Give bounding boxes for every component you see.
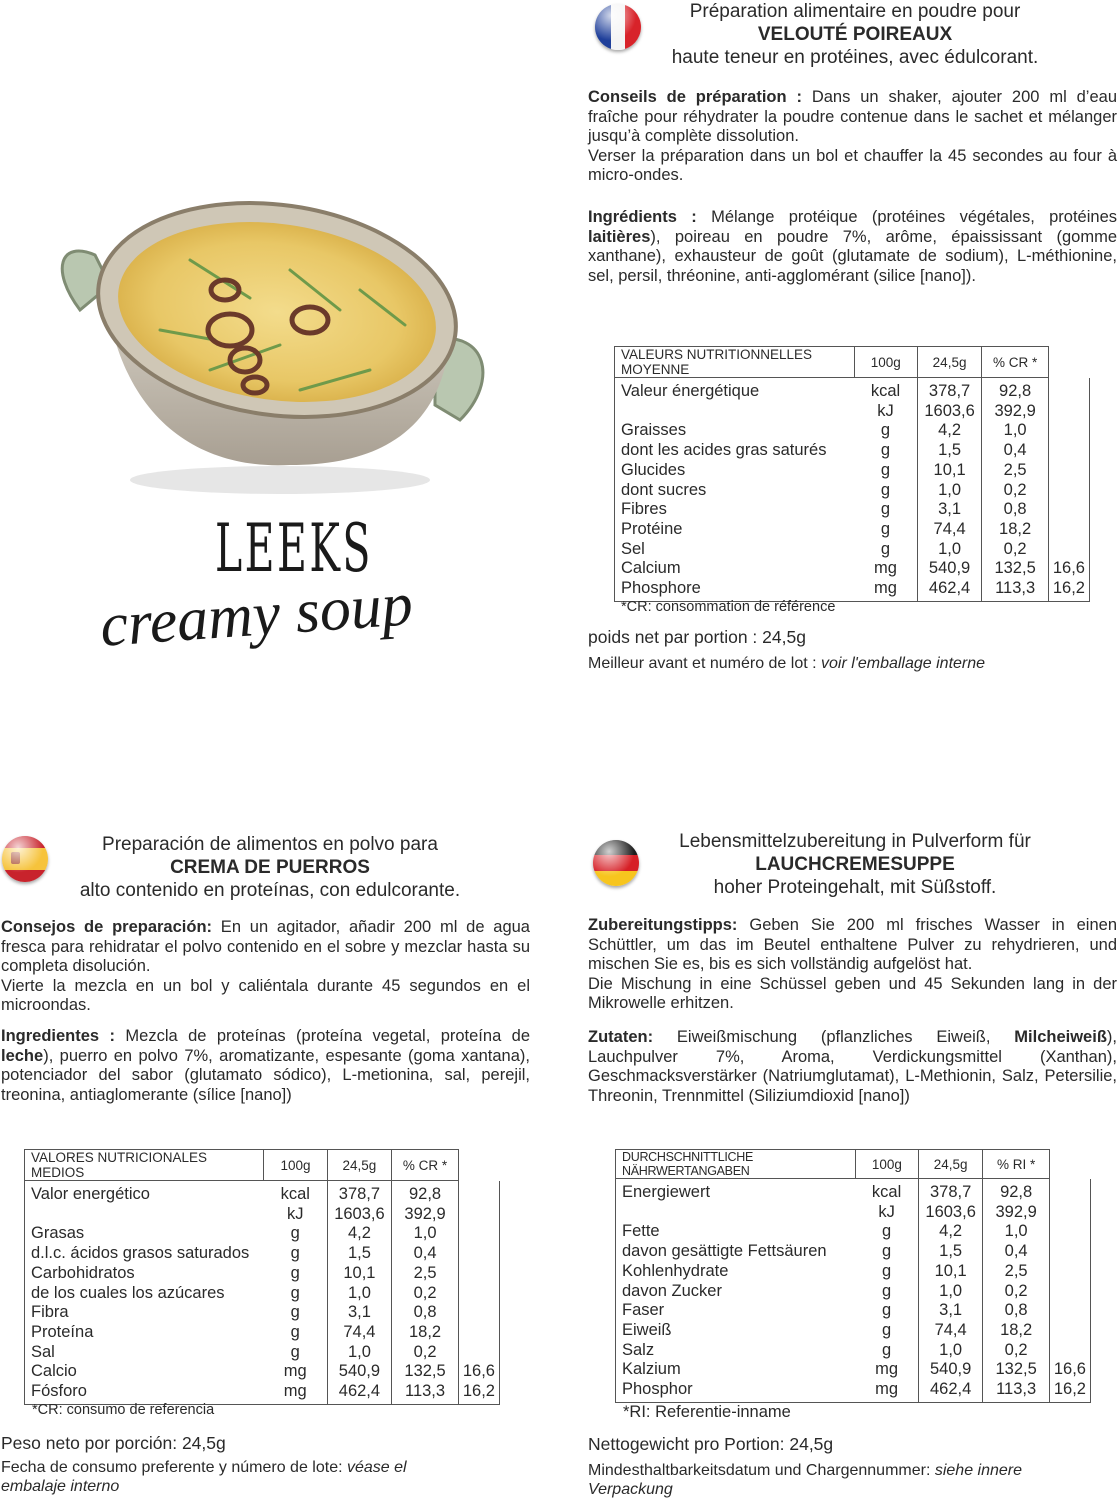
de-prep-text2: Die Mischung in eine Schüssel geben und 45 Sekunden lang in der Mikrowelle erhitzen. [588,974,1117,1012]
nutrient-name: Calcio [25,1362,264,1382]
value-portion: 0,2 [392,1284,459,1304]
fr-footnote: *CR: consommation de référence [621,599,836,615]
nutrient-name: davon gesättigte Fettsäuren [616,1242,856,1262]
value-100g: 540,9 [917,559,982,579]
value-100g: 4,2 [918,1222,983,1242]
value-100g: 1,0 [917,481,982,501]
value-portion: 92,8 [392,1181,459,1205]
value-portion: 392,9 [982,402,1049,422]
value-portion: 0,2 [983,1341,1049,1361]
value-reference: 16,6 [1049,1360,1090,1380]
value-portion: 1,0 [983,1222,1049,1242]
nutrition-row [616,1341,1091,1361]
fr-best-before [588,654,1108,673]
nutrient-name: Kohlenhydrate [616,1262,856,1282]
nutrient-name: Kalzium [616,1360,856,1380]
nutrition-row [616,1380,1091,1402]
nutrition-row [615,540,1090,560]
nutrient-name: Fibra [25,1303,264,1323]
illustration-title-leeks: LEEKS [215,510,373,587]
nutrition-row [615,481,1090,501]
nutrient-unit: g [854,461,917,481]
nutrient-unit: g [855,1242,918,1262]
nutrient-unit: g [264,1323,327,1343]
value-100g: 74,4 [918,1321,983,1341]
de-header-100g: 100g [855,1150,918,1179]
nutrient-name: Calcium [615,559,855,579]
nutrient-unit: g [854,520,917,540]
value-reference [1049,1222,1090,1242]
value-100g: 1,0 [918,1341,983,1361]
value-reference [1048,378,1089,402]
fr-best-label: Meilleur avant et numéro de lot : [588,655,822,672]
de-product-name: LAUCHCREMESUPPE [755,854,955,875]
es-heading-line3: alto contenido en proteínas, con edulcorante. [79,880,461,901]
value-reference: 16,6 [1048,559,1089,579]
nutrient-unit: mg [855,1380,918,1402]
nutrient-name: Glucides [615,461,855,481]
value-100g: 1,0 [327,1343,392,1363]
fr-net-weight: poids net par portion : 24,5g [588,627,806,647]
value-reference [458,1323,499,1343]
nutrient-unit: g [264,1303,327,1323]
value-reference [458,1224,499,1244]
nutrition-row [616,1203,1091,1223]
nutrition-row [615,378,1090,402]
fr-preparation [588,88,1117,186]
nutrient-name: dont sucres [615,481,855,501]
value-100g: 1,0 [917,540,982,560]
value-portion: 1,0 [982,421,1049,441]
value-100g: 378,7 [917,378,982,402]
nutrition-row [616,1179,1091,1203]
fr-ing-label: Ingrédients : [588,208,697,226]
value-portion: 113,3 [983,1380,1049,1402]
value-portion: 132,5 [392,1362,459,1382]
de-heading [600,830,1110,899]
nutrient-name: d.l.c. ácidos grasos saturados [25,1244,264,1264]
de-header-portion: 24,5g [918,1150,983,1179]
nutrient-unit: kcal [264,1181,327,1205]
es-header-100g: 100g [264,1150,327,1181]
es-table-header [25,1150,500,1181]
fr-header-portion: 24,5g [917,347,982,378]
es-prep-text: En un agitador, añadir 200 ml de agua fresca para rehidratar el polvo contenido en el sobre y mezclar hasta su completa disolución. [1,918,530,975]
nutrition-row [25,1205,500,1225]
value-portion: 92,8 [983,1179,1049,1203]
nutrient-name: Valor energético [25,1181,264,1205]
value-100g: 378,7 [918,1179,983,1203]
value-100g: 378,7 [327,1181,392,1205]
es-ing-allergen: leche [1,1046,44,1065]
illustration-title-creamy-soup: creamy soup [97,570,415,660]
de-net-weight: Nettogewicht pro Portion: 24,5g [588,1434,834,1454]
nutrient-name [616,1203,856,1223]
value-100g: 74,4 [917,520,982,540]
es-heading [10,833,530,902]
nutrition-row [616,1321,1091,1341]
value-100g: 1,5 [327,1244,392,1264]
value-portion: 0,4 [983,1242,1049,1262]
nutrition-row [25,1362,500,1382]
fr-prep-label: Conseils de préparation : [588,88,802,106]
nutrient-unit: g [264,1224,327,1244]
value-portion: 18,2 [983,1321,1049,1341]
value-reference [1048,500,1089,520]
es-table-body [25,1181,500,1405]
fr-header-title: VALEURS NUTRITIONNELLES MOYENNE [615,347,855,378]
nutrition-row [615,421,1090,441]
fr-table-header [615,347,1090,378]
de-preparation [588,916,1117,1014]
nutrient-unit: kcal [855,1179,918,1203]
value-portion: 113,3 [392,1382,459,1404]
nutrient-name [25,1205,264,1225]
es-prep-label: Consejos de preparación: [1,918,213,936]
fr-heading-line1: Préparation alimentaire en poudre pour [689,1,1021,22]
de-table-header [616,1150,1091,1179]
fr-header-100g: 100g [854,347,917,378]
fr-prep-text: Dans un shaker, ajouter 200 ml d’eau fraîche pour réhydrater la poudre contenue dans le sachet et mélanger jusqu’à complète dissolution. [588,88,1117,145]
nutrient-unit: kJ [264,1205,327,1225]
fr-ing-text2: ), poireau en poudre 7%, arôme, épaississant (gomme xanthane), exhausteur de goût (glutamate de sodium), L-méthionine, sel, persil, thréonine, anti-agglomérant (silice [nano]). [588,227,1117,285]
fr-table-body [615,378,1090,602]
de-nutrition-table [615,1149,1091,1403]
nutrient-unit: g [854,441,917,461]
es-net-weight: Peso neto por porción: 24,5g [1,1433,226,1453]
nutrition-row [616,1282,1091,1302]
value-portion: 0,4 [982,441,1049,461]
value-100g: 540,9 [327,1362,392,1382]
nutrient-name: Eiweiß [616,1321,856,1341]
value-portion: 0,8 [982,500,1049,520]
de-heading-line3: hoher Proteingehalt, mit Süßstoff. [713,877,997,898]
es-header-title: VALORES NUTRICIONALES MEDIOS [25,1150,264,1181]
nutrient-unit: mg [264,1362,327,1382]
es-best-label: Fecha de consumo preferente y número de lote: [1,1459,347,1476]
value-portion: 92,8 [982,378,1049,402]
nutrient-unit: g [854,500,917,520]
value-100g: 462,4 [918,1380,983,1402]
nutrition-row [616,1242,1091,1262]
value-reference: 16,6 [458,1362,499,1382]
nutrient-unit: mg [855,1360,918,1380]
nutrient-name: de los cuales los azúcares [25,1284,264,1304]
nutrition-row [25,1323,500,1343]
value-reference [1048,441,1089,461]
de-prep-text: Geben Sie 200 ml frisches Wasser in einen Schüttler, um das im Beutel enthaltene Pulver zu rehydrieren, und mischen Sie es, bis es sich vollständig aufgelöst hat. [588,916,1117,973]
de-ingredients [588,1028,1117,1106]
value-reference [1049,1203,1090,1223]
nutrient-name: Protéine [615,520,855,540]
de-ing-text2: ), Lauchpulver 7%, Aroma, Verdickungsmittel (Xanthan), Geschmacksverstärker (Natriumglutamat), L-Methionin, Salz, Petersilie, Threonin, Trennmittel (Siliziumdioxid [nano]) [588,1028,1117,1105]
fr-header-cr: % CR * [982,347,1049,378]
es-product-name: CREMA DE PUERROS [170,857,370,878]
nutrition-row [615,441,1090,461]
nutrition-row [25,1382,500,1404]
value-100g: 74,4 [327,1323,392,1343]
nutrient-unit: g [855,1262,918,1282]
nutrient-unit: g [854,421,917,441]
de-table-body [616,1179,1091,1403]
nutrient-name: davon Zucker [616,1282,856,1302]
es-header-cr: % CR * [392,1150,459,1181]
de-best-label: Mindesthaltbarkeitsdatum und Chargennummer: [588,1462,935,1479]
value-portion: 1,0 [392,1224,459,1244]
nutrition-row [25,1244,500,1264]
de-prep-label: Zubereitungstipps: [588,916,738,934]
nutrient-unit: g [855,1301,918,1321]
fr-ing-allergen: laitières [588,227,651,246]
value-portion: 0,4 [392,1244,459,1264]
nutrition-row [615,559,1090,579]
nutrition-row [25,1284,500,1304]
value-reference [1049,1179,1090,1203]
value-portion: 0,2 [982,481,1049,501]
value-100g: 1,0 [327,1284,392,1304]
nutrient-unit: mg [264,1382,327,1404]
value-100g: 10,1 [917,461,982,481]
value-reference [1048,421,1089,441]
value-portion: 392,9 [392,1205,459,1225]
de-ing-text1: Eiweißmischung (pflanzliches Eiweiß, [653,1028,1015,1046]
nutrition-row [25,1343,500,1363]
value-portion: 18,2 [392,1323,459,1343]
nutrient-name: Grasas [25,1224,264,1244]
nutrition-row [25,1181,500,1205]
fr-heading-line3: haute teneur en protéines, avec édulcorant. [671,47,1039,68]
nutrition-row [615,579,1090,601]
value-portion: 0,2 [982,540,1049,560]
value-portion: 0,2 [392,1343,459,1363]
nutrition-row [616,1262,1091,1282]
nutrient-name: Phosphore [615,579,855,601]
value-100g: 1,5 [918,1242,983,1262]
nutrition-row [25,1303,500,1323]
nutrient-name: Carbohidratos [25,1264,264,1284]
value-100g: 10,1 [918,1262,983,1282]
es-best-before [1,1458,471,1496]
fr-ing-text1: Mélange protéique (protéines végétales, protéines [696,208,1117,226]
nutrient-unit: g [854,540,917,560]
de-ing-allergen: Milcheiweiß [1014,1028,1107,1046]
nutrition-row [616,1222,1091,1242]
nutrition-row [615,520,1090,540]
value-100g: 1,0 [918,1282,983,1302]
value-portion: 18,2 [982,520,1049,540]
nutrient-unit: mg [854,559,917,579]
es-preparation [1,918,530,1016]
value-100g: 462,4 [917,579,982,601]
value-reference [458,1264,499,1284]
nutrient-unit: g [264,1264,327,1284]
de-best-value: siehe innere Verpackung [588,1462,1023,1498]
de-header-title: DURCHSCHNITTLICHE NÄHRWERTANGABEN [616,1150,856,1179]
nutrient-name: Valeur énergétique [615,378,855,402]
value-reference [1049,1242,1090,1262]
nutrition-row [616,1360,1091,1380]
value-portion: 2,5 [392,1264,459,1284]
value-portion: 392,9 [983,1203,1049,1223]
nutrition-row [615,461,1090,481]
value-reference [1048,461,1089,481]
nutrient-name: Sel [615,540,855,560]
nutrient-name: Phosphor [616,1380,856,1402]
value-reference [458,1205,499,1225]
nutrient-name [615,402,855,422]
value-reference [458,1303,499,1323]
value-reference [1049,1321,1090,1341]
es-prep-text2: Vierte la mezcla en un bol y caliéntala durante 45 segundos en el microondas. [1,976,530,1014]
nutrient-unit: g [264,1244,327,1264]
value-100g: 10,1 [327,1264,392,1284]
nutrition-row [615,402,1090,422]
value-100g: 4,2 [327,1224,392,1244]
nutrient-name: Fósforo [25,1382,264,1404]
de-ing-label: Zutaten: [588,1028,654,1046]
nutrient-unit: g [855,1222,918,1242]
value-portion: 0,2 [983,1282,1049,1302]
value-100g: 4,2 [917,421,982,441]
value-100g: 3,1 [918,1301,983,1321]
value-100g: 462,4 [327,1382,392,1404]
value-100g: 1,5 [917,441,982,461]
nutrient-name: Energiewert [616,1179,856,1203]
nutrition-row [25,1224,500,1244]
nutrient-name: Graisses [615,421,855,441]
value-portion: 2,5 [982,461,1049,481]
value-reference [1048,520,1089,540]
value-portion: 2,5 [983,1262,1049,1282]
fr-best-value: voir l'emballage interne [821,655,986,672]
es-ing-text2: ), puerro en polvo 7%, aromatizante, espesante (goma xantana), potenciador del sabor (glutamato sódico), L-metionina, sal, perejil, treonina, antiaglomerante (sílice [nano]) [1,1046,530,1104]
value-reference [458,1284,499,1304]
nutrient-name: Proteína [25,1323,264,1343]
value-portion: 113,3 [982,579,1049,601]
de-heading-line1: Lebensmittelzubereitung in Pulverform für [679,831,1031,852]
nutrition-row [616,1301,1091,1321]
value-100g: 1603,6 [327,1205,392,1225]
nutrient-unit: kcal [854,378,917,402]
es-ingredients [1,1027,530,1105]
fr-heading [600,0,1110,69]
value-portion: 0,8 [392,1303,459,1323]
nutrient-name: Salz [616,1341,856,1361]
nutrient-unit: g [855,1282,918,1302]
value-reference [458,1343,499,1363]
value-100g: 1603,6 [918,1203,983,1223]
value-100g: 540,9 [918,1360,983,1380]
value-reference [458,1181,499,1205]
es-heading-line1: Preparación de alimentos en polvo para [102,834,438,855]
nutrient-name: Sal [25,1343,264,1363]
value-reference [1049,1341,1090,1361]
nutrition-row [25,1264,500,1284]
de-footnote: *RI: Referentie-inname [623,1403,791,1421]
nutrient-name: Fibres [615,500,855,520]
fr-nutrition-table [614,346,1090,602]
es-best-value: véase el embalaje interno [1,1459,407,1495]
value-reference [1048,540,1089,560]
nutrient-unit: kJ [854,402,917,422]
nutrient-name: dont les acides gras saturés [615,441,855,461]
soup-bowl-illustration [40,180,500,500]
value-portion: 132,5 [982,559,1049,579]
nutrient-name: Fette [616,1222,856,1242]
value-100g: 1603,6 [917,402,982,422]
fr-prep-text2: Verser la préparation dans un bol et chauffer la 45 secondes au four à micro-ondes. [588,146,1117,184]
bowl-shadow [130,466,430,494]
value-100g: 3,1 [327,1303,392,1323]
value-portion: 0,8 [983,1301,1049,1321]
value-reference [1049,1262,1090,1282]
nutrient-unit: g [854,481,917,501]
nutrient-unit: g [264,1284,327,1304]
de-header-ri: % RI * [983,1150,1049,1179]
nutrition-row [615,500,1090,520]
nutrient-unit: kJ [855,1203,918,1223]
value-reference [458,1244,499,1264]
nutrient-unit: mg [854,579,917,601]
value-portion: 132,5 [983,1360,1049,1380]
es-footnote: *CR: consumo de referencia [32,1402,215,1418]
value-reference: 16,2 [458,1382,499,1404]
value-reference [1048,481,1089,501]
value-100g: 3,1 [917,500,982,520]
es-ing-label: Ingredientes : [1,1027,116,1045]
es-nutrition-table [24,1149,500,1405]
nutrient-name: Faser [616,1301,856,1321]
nutrient-unit: g [855,1321,918,1341]
fr-product-name: VELOUTÉ POIREAUX [757,24,953,45]
value-reference [1049,1282,1090,1302]
value-reference [1049,1301,1090,1321]
value-reference: 16,2 [1049,1380,1090,1402]
es-ing-text1: Mezcla de proteínas (proteína vegetal, proteína de [115,1027,531,1045]
value-reference [1048,402,1089,422]
nutrient-unit: g [855,1341,918,1361]
es-header-portion: 24,5g [327,1150,392,1181]
nutrient-unit: g [264,1343,327,1363]
value-reference: 16,2 [1048,579,1089,601]
de-best-before [588,1461,1088,1499]
fr-ingredients [588,208,1117,286]
